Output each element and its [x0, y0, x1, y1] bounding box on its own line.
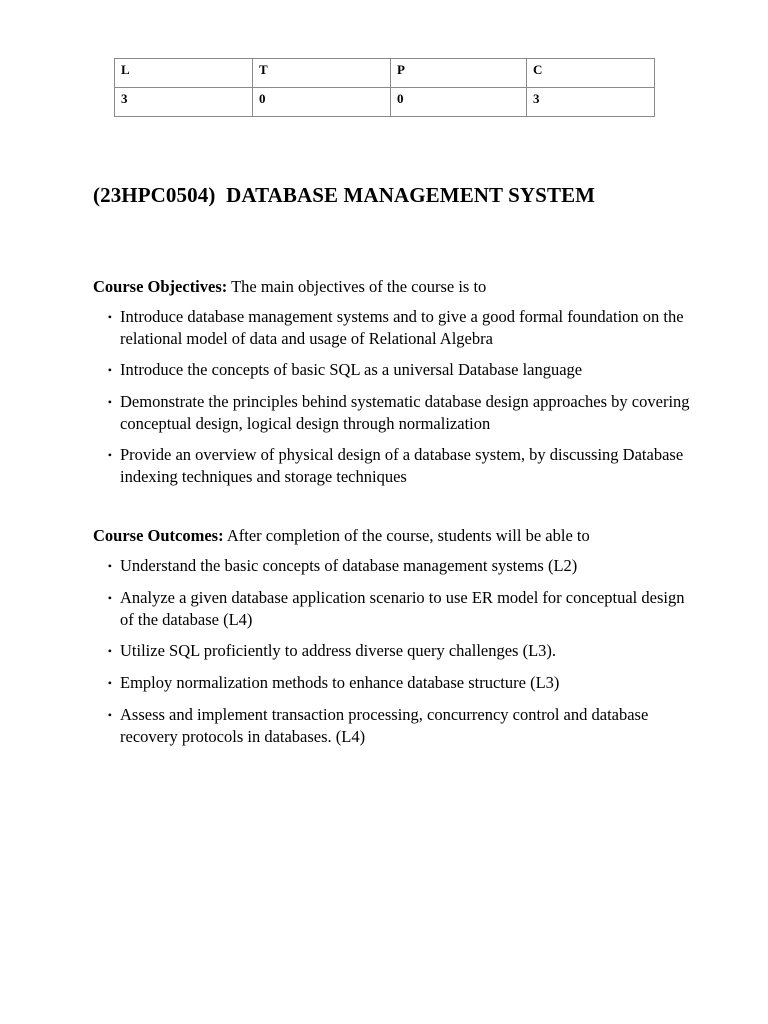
course-outcomes-intro-text: After completion of the course, students will be able to: [223, 526, 590, 545]
course-objectives-intro: [93, 276, 693, 297]
bullet-icon: •: [107, 644, 112, 658]
bullet-icon: •: [107, 591, 112, 605]
outcome-text: Understand the basic concepts of database management systems (L2): [120, 556, 578, 575]
bullet-icon: •: [107, 395, 112, 409]
outcome-text: Employ normalization methods to enhance database structure (L3): [120, 673, 560, 692]
list-item: [93, 391, 693, 434]
credit-header-c: C: [527, 59, 655, 88]
list-item: [93, 306, 693, 349]
credit-table-value-row: [115, 88, 655, 117]
bullet-icon: •: [107, 676, 112, 690]
credit-value-c: 3: [527, 88, 655, 117]
list-item: [93, 444, 693, 487]
objective-text: Demonstrate the principles behind systematic database design approaches by covering conceptual design, logical design through normalization: [120, 392, 690, 433]
credit-header-t: T: [253, 59, 391, 88]
list-item: [93, 587, 693, 630]
credit-value-p: 0: [391, 88, 527, 117]
credit-table-header-row: [115, 59, 655, 88]
course-objectives-label: Course Objectives:: [93, 277, 228, 296]
credit-value-t: 0: [253, 88, 391, 117]
course-title: (23HPC0504) DATABASE MANAGEMENT SYSTEM: [93, 183, 596, 207]
list-item: [93, 555, 693, 577]
bullet-icon: •: [107, 708, 112, 722]
course-outcomes-list: [93, 555, 693, 747]
outcome-text: Assess and implement transaction processing, concurrency control and database recovery protocols in databases. (L4): [120, 705, 649, 746]
course-objectives-intro-text: The main objectives of the course is to: [227, 277, 487, 296]
list-item: [93, 640, 693, 662]
outcome-text: Utilize SQL proficiently to address diverse query challenges (L3).: [120, 641, 557, 660]
bullet-icon: •: [107, 363, 112, 377]
bullet-icon: •: [107, 310, 112, 324]
list-item: [93, 359, 693, 381]
course-objectives-list: [93, 306, 693, 487]
credit-header-l: L: [115, 59, 253, 88]
bullet-icon: •: [107, 559, 112, 573]
outcome-text: Analyze a given database application scenario to use ER model for conceptual design of the database (L4): [120, 588, 685, 629]
list-item: [93, 672, 693, 694]
course-outcomes-label: Course Outcomes:: [93, 526, 224, 545]
credit-header-p: P: [391, 59, 527, 88]
credit-value-l: 3: [115, 88, 253, 117]
course-outcomes-intro: [93, 525, 693, 546]
course-outcomes-section: [93, 525, 693, 757]
objective-text: Provide an overview of physical design of a database system, by discussing Database indexing techniques and storage techniques: [120, 445, 684, 486]
course-objectives-section: [93, 276, 693, 497]
objective-text: Introduce database management systems and to give a good formal foundation on the relational model of data and usage of Relational Algebra: [120, 307, 684, 348]
bullet-icon: •: [107, 448, 112, 462]
objective-text: Introduce the concepts of basic SQL as a universal Database language: [120, 360, 583, 379]
credit-table: [114, 58, 655, 117]
list-item: [93, 704, 693, 747]
